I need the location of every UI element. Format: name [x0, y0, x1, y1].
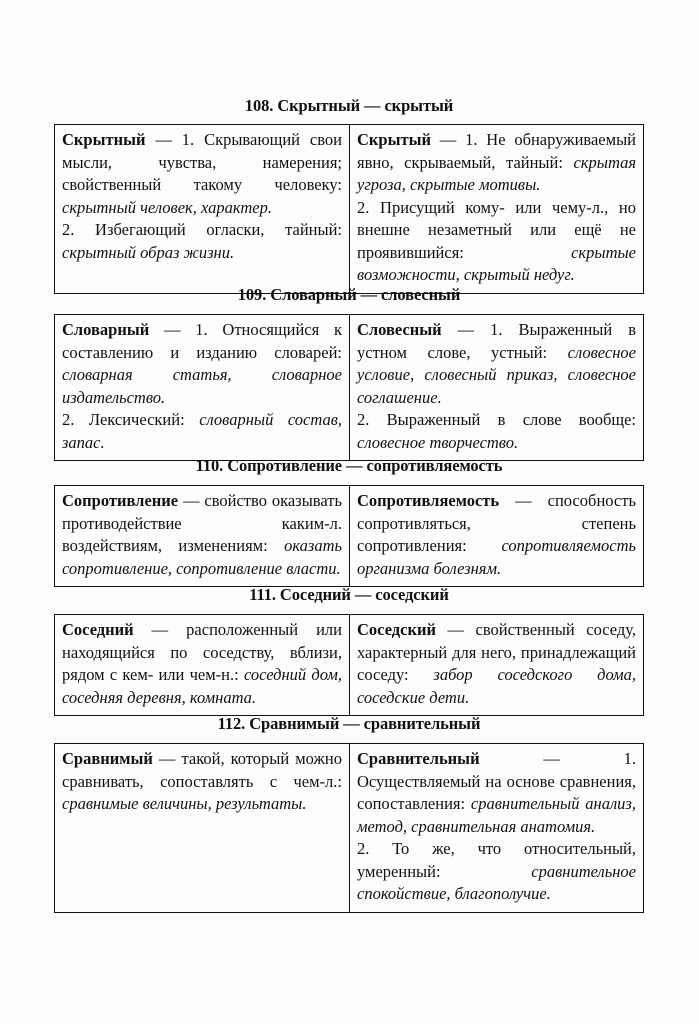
example-text: скрытный образ жизни.	[62, 242, 235, 262]
left-definition	[55, 125, 349, 293]
definition-text: — 1. Осуществляемый на основе сравнения, сопоставления:	[357, 749, 636, 813]
example-text: словесное творчество.	[357, 432, 519, 452]
definition-text: — расположенный или находящийся по соседству, вблизи, рядом с кем- или чем-н.:	[62, 620, 342, 684]
definition-text: — способность сопротивляться, степень сопротивления:	[357, 491, 636, 555]
term: Соседний	[62, 620, 134, 639]
example-text: словарный состав, запас.	[62, 410, 342, 452]
entry-110	[54, 456, 644, 587]
example-text: словесное условие, словесный приказ, словесное соглашение.	[357, 342, 636, 407]
left-definition	[55, 486, 349, 586]
entry-heading: 111. Соседний — соседский	[249, 585, 449, 604]
entry-table	[54, 485, 644, 587]
entry-111	[54, 585, 644, 716]
example-text: забор соседского дома, соседские дети.	[357, 665, 636, 707]
definition-text: — свойство оказывать противодействие каким-л. воздействиям, изменениям:	[62, 491, 342, 555]
term: Сравнимый	[62, 749, 153, 768]
entry-table	[54, 743, 644, 913]
entry-112	[54, 714, 644, 913]
entry-table	[54, 314, 644, 461]
entry-109	[54, 285, 644, 461]
example-text: скрытая угроза, скрытые мотивы.	[357, 152, 636, 194]
example-text: сопротивляемость организма болезням.	[357, 536, 636, 578]
entry-table	[54, 124, 644, 294]
definition-text: — 1. Скрывающий свои мысли, чувства, намерения; свойственный такому человеку:	[62, 130, 342, 194]
right-definition	[349, 125, 643, 293]
definition-text: — 1. Выраженный в устном слове, устный:	[357, 320, 636, 362]
entry-heading: 110. Сопротивление — сопротивляемость	[195, 456, 503, 475]
definition-text: — такой, который можно сравнивать, сопоставлять с чем-л.:	[62, 749, 342, 791]
example-text: сравнительное спокойствие, благополучие.	[357, 861, 636, 903]
example-text: оказать сопротивление, сопротивление власти.	[62, 536, 342, 578]
left-definition	[55, 615, 349, 715]
entry-table	[54, 614, 644, 716]
term: Скрытный	[62, 130, 146, 149]
entry-heading: 109. Словарный — словесный	[237, 285, 461, 304]
left-definition	[55, 744, 349, 912]
right-definition	[349, 486, 643, 586]
right-definition	[349, 315, 643, 460]
entry-108	[54, 96, 644, 294]
example-text: соседний дом, соседняя деревня, комната.	[62, 665, 343, 707]
definition-text: 2. Избегающий огласки, тайный:	[62, 220, 342, 239]
example-text: сравнительный анализ, метод, сравнительная анатомия.	[357, 794, 636, 836]
definition-text: 2. Присущий кому- или чему-л., но внешне незаметный или ещё не проявившийся:	[357, 197, 636, 262]
right-definition	[349, 744, 643, 912]
definition-text: — свойственный соседу, характерный для него, принадлежащий соседу:	[357, 620, 636, 684]
right-definition	[349, 615, 643, 715]
term: Соседский	[357, 620, 436, 639]
term: Сопротивление	[62, 491, 179, 510]
definition-text: — 1. Не обнаруживаемый явно, скрываемый, тайный:	[357, 130, 636, 172]
definition-text: 2. Выраженный в слове вообще:	[357, 410, 636, 429]
entry-heading: 108. Скрытный — скрытый	[244, 96, 454, 115]
term: Словесный	[357, 320, 442, 339]
definition-text: 2. То же, что относительный, умеренный:	[357, 839, 636, 881]
term: Скрытый	[357, 130, 431, 149]
left-definition	[55, 315, 349, 460]
example-text: словарная статья, словарное издательство.	[62, 365, 342, 407]
term: Словарный	[62, 320, 150, 339]
entry-heading: 112. Сравнимый — сравнительный	[217, 714, 481, 733]
definition-text: 2. Лексический:	[62, 410, 200, 429]
term: Сопротивляемость	[357, 491, 500, 510]
example-text: скрытые возможности, скрытый недуг.	[357, 242, 636, 284]
definition-text: — 1. Относящийся к составлению и изданию словарей:	[62, 320, 342, 362]
example-text: сравнимые величины, результаты.	[62, 794, 307, 813]
term: Сравнительный	[357, 749, 480, 768]
example-text: скрытный человек, характер.	[62, 197, 272, 217]
